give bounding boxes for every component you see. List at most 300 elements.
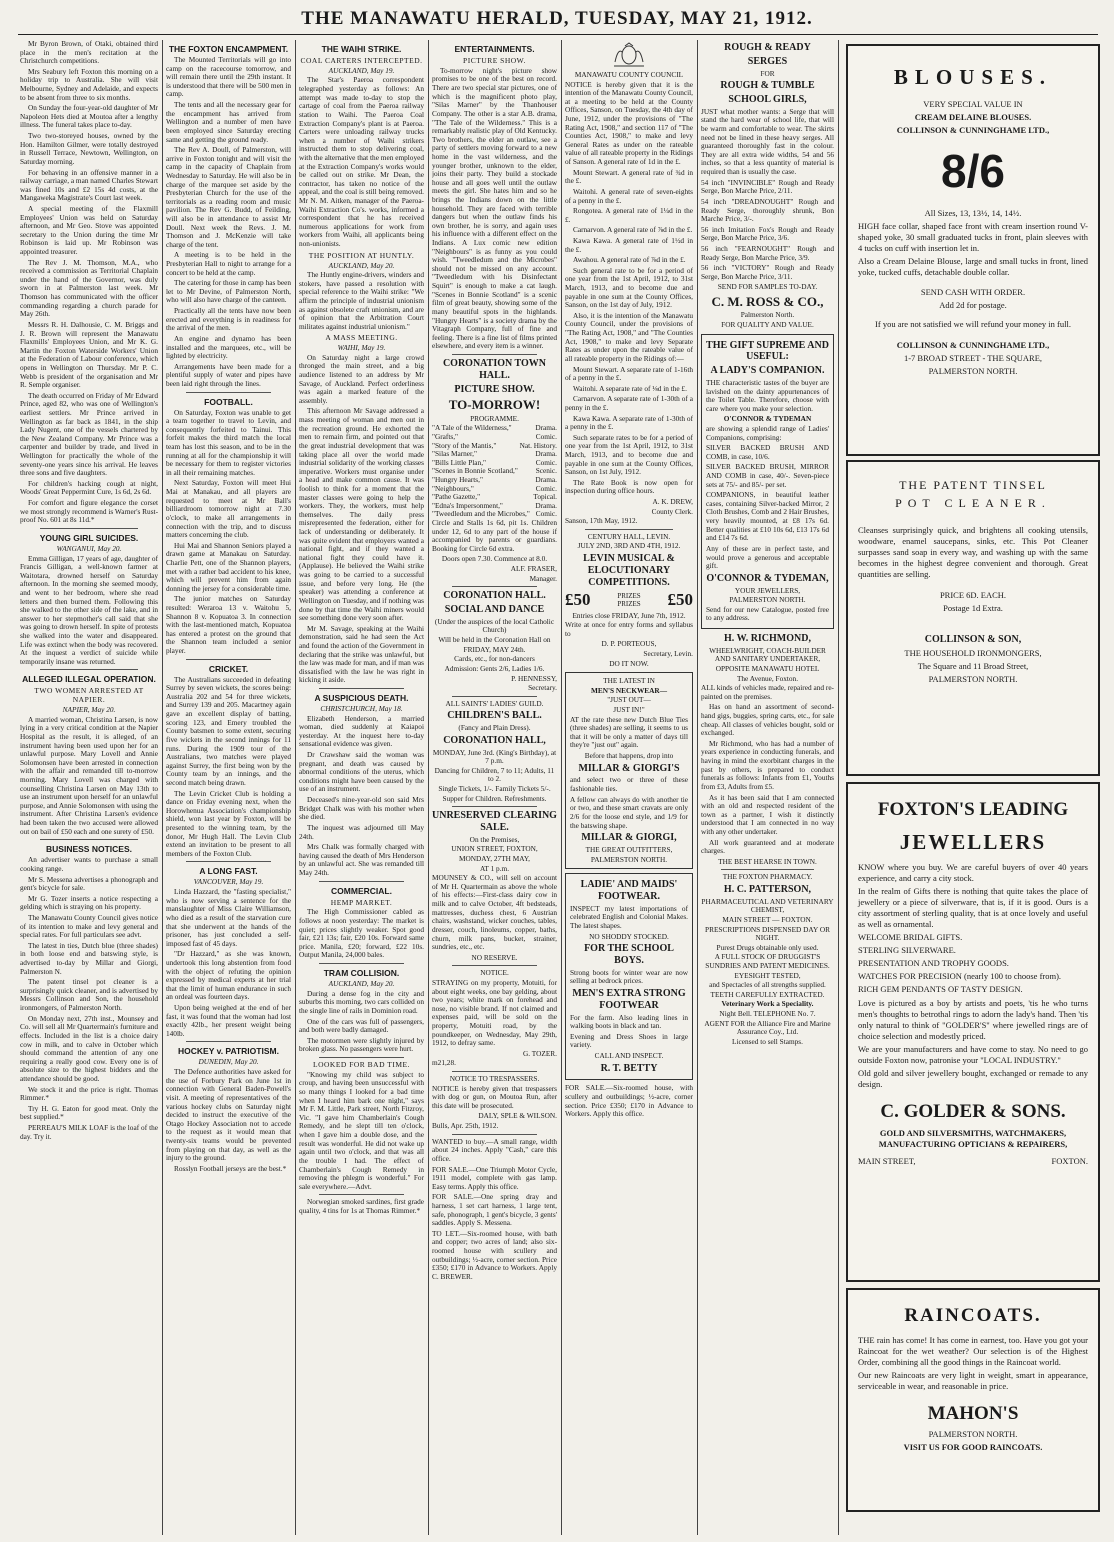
article-headline: BUSINESS NOTICES. — [46, 844, 132, 855]
article-body: Rosslyn Football jerseys are the best.* — [174, 1163, 287, 1173]
ad-text: Our new Raincoats are very light in weight, smart in appearance, serviceable in wear, and reasonable in price. — [858, 1369, 1088, 1391]
ad-text: Dancing for Children, 7 to 11; Adults, 11 to 2. — [434, 765, 555, 784]
shop-name: C. GOLDER & SONS. — [880, 1100, 1066, 1122]
ad-text: GOLD AND SILVERSMITHS, WATCHMAKERS, MANUFACTURING OPTICIANS & REPAIRERS, — [878, 1127, 1068, 1149]
divider — [40, 528, 138, 529]
article-headline: HOCKEY v. PATRIOTISM. — [178, 1046, 279, 1057]
article-body: Emma Gilligan, 17 years of age, daughter of Francis Gilligan, a well-known farmer at Waitotara, drowned herself on Saturday afternoon. In the morning she seemed moody, and went to her bedroom, where she read letters and then burned them. Following this she walked to the other side of the lake, and in answer to her stepmother's call said that she was going to drown herself. In spite of protests she walked into the water and disappeared. Life was extinct when the body was recovered. At the inquest a verdict of suicide while temporarily insane was returned. — [20, 553, 158, 666]
ad-text: AT 1 p.m. — [479, 863, 510, 873]
ad-heading: TO-MORROW! — [448, 397, 541, 413]
ad-heading: SERGES — [747, 55, 788, 67]
ad-text: are showing a splendid range of Ladies' Companions, comprising: — [706, 423, 829, 442]
ad-text: Send for our new Catalogue, posted free to any address. — [706, 604, 829, 623]
ad-text: EYESIGHT TESTED, — [734, 970, 801, 980]
news-paragraph: On Sunday the four-year-old daughter of Mr Napoleon Hets died at Moutoa after a lengthy illness. The funeral takes place to-day. — [20, 103, 158, 130]
shop-city: PALMERSTON NORTH. — [928, 673, 1018, 684]
ad-text: If you are not satisfied we will refund your money in full. — [875, 318, 1071, 329]
rate-notice: Waitohi. A separate rate of ⅛d in the £. — [573, 383, 687, 393]
classified-ad: FOR SALE.—Six-roomed house, with scullery and outbuildings; ½-acre, corner section. Price £350; £170 in Advance to Workers. Apply this office. — [565, 1083, 693, 1119]
shop-name: C. M. ROSS & CO., — [711, 293, 824, 309]
article-body: The Mounted Territorials will go into camp on the racecourse tomorrow, and will remain there until the 29th instant. It is understood that there will be 500 men in camp. — [166, 55, 291, 99]
ad-heading: CHILDREN'S BALL. — [447, 710, 542, 722]
shop-name: R. T. BETTY — [600, 1062, 658, 1074]
article-body: Dr Crawshaw said the woman was pregnant, and death was caused by abnormal conditions of the uterus, which conditions might have been caused by the use of an instrument. — [299, 750, 424, 794]
price-item: 56 inch "VICTORY" Rough and Ready Serge, Bon Marche Price, 3/11. — [701, 263, 834, 281]
ad-text: NOTICE is hereby given that trespassers with dog or gun, on Moutoa Run, after this date will be prosecuted. — [432, 1083, 557, 1110]
business-notice: Mr S. Messena advertises a phonograph and gent's bicycle for sale. — [20, 874, 158, 893]
ad-text: INSPECT my latest importations of celebrated English and Colonial Makes. The latest shapes. — [570, 903, 688, 930]
ad-text: MONDAY, 27TH MAY, — [459, 854, 530, 864]
news-paragraph: A special meeting of the Flaxmill Employees' Union was held on Saturday afternoon, and Mr Geo. Stove was appointed secretary to the Union during the time Mr Robinson is laid up. Mr Robinson was appointed treasurer. — [20, 203, 158, 257]
article-body: The Rev A. Doull, of Palmerston, will arrive in Foxton tonight and will visit the camp in the capacity of Chaplain from Wednesday to Saturday. He will also be in charge of the marquee set aside by the Presbyterian Church for the use of the territorials as a reading room and music pavilion. The Rev G. Budd, of Feilding, will also be in attendance to assist Mr Doull. Next week the Revs. J. M. Thomson and J. McKenzie will take charge of the tent. — [166, 145, 291, 249]
film-title: "Grafts," — [432, 431, 459, 441]
ad-text: VERY SPECIAL VALUE IN — [923, 99, 1023, 110]
divider — [186, 861, 271, 862]
dateline: VANCOUVER, May 19. — [193, 877, 264, 887]
article-body: Arrangements have been made for a plentiful supply of water and pipes have been laid right through the lines. — [166, 361, 291, 388]
ad-text: All work guaranteed and at moderate charges. — [701, 837, 834, 856]
ad-heading: ROUGH & TUMBLE — [720, 80, 815, 92]
classified-ad: FOR SALE.—One spring dray and harness, 1 set cart harness, 1 large tent, safe, phonograph, 1 gent's bicycle, 3 gents' saddles. Apply S. Messena. — [432, 1192, 557, 1228]
prize-amount: £50 — [667, 590, 693, 610]
article-body: To-morrow night's picture show promises to be one of the best on record. There are two special star pictures, one of which is the magnificent photo play, "Silas Marner" by the Thanhouser Company. The other is a star A.B. drama, "The Tale of the Wilderness." This is a remarkably realistic play of Old Kentucky. Two brothers, the elder an outlaw, see a party of settlers moving forward to a new home in the vast wilderness, and the younger brother, unknown to the elder, joins their party. They build a stockade house and all goes well until the outlaw meets the girl. She hates him and so he brings the Indians down on the little household. They are faced with terrible dangers but when the outlaw finds his own brother, he is sorry, and again uses his influence with a different effect on the Indians. A Lux comic new edition "Neighbours" is as funny as you could wish. "Tweedledum and the Microbes" should not be missed on any account. "Tweedledum with his Disinfectant Squirt" is enough to make a cat laugh. "Scenes in Bonnie Scotland" is a scenic film of great beauty, showing some of the many beautiful spots in the highlands. "Hungry Hearts" is a society drama by the Vitagraph Company, full of fine and feeling. There is a fine list of films printed elsewhere, and every item is a winner. — [432, 65, 557, 351]
business-notice: The patent tinsel pot cleaner is a surprisingly quick cleaner, and is advertised by Messrs Collinson and Son, the household ironmongers, of Palmerston North. — [20, 977, 158, 1013]
divider — [452, 354, 537, 355]
ad-text: (Under the auspices of the local Catholic Church) — [434, 616, 555, 635]
prize-label: PRIZES PRIZES — [617, 592, 641, 609]
article-headline: ALLEGED ILLEGAL OPERATION. — [22, 674, 156, 685]
price-item: COMPANIONS, in beautiful leather cases, containing Silver-backed Mirror, 2 Cloth Brushes, Comb and 2 Hair Brushes, very heavily mounted, at £8 17s 6d. Better qualities at £10 10s 6d, £13 17s 6d and £14 7s 6d. — [706, 490, 829, 543]
ad-text: Also a Cream Delaine Blouse, large and small tucks in front, lined yoke, tucked cuffs, detachable double collar. — [858, 256, 1088, 278]
ad-text: FOR — [760, 68, 775, 78]
ad-text: Single Tickets, 1/-. Family Tickets 5/-. — [438, 783, 551, 793]
ad-text: NO RESERVE. — [471, 952, 518, 962]
ad-text: m21,28. — [432, 1058, 456, 1068]
ad-heading: SCHOOL GIRLS, — [728, 94, 807, 105]
news-paragraph: For children's hacking cough at night, Woods' Great Peppermint Cure, 1s 6d, 2s 6d. — [20, 478, 158, 497]
divider — [585, 529, 673, 530]
dateline: AUCKLAND, May 19. — [328, 65, 395, 75]
ad-text: Cleanses surprisingly quick, and brightens all cooking utensils, woodware, enamel saucepans, sinks, etc. This Pot Cleaner surpasses sand soap in every way, and washing up with the same becomes in the highest degree convenient and thorough. Great quantities are selling. — [858, 525, 1088, 580]
news-paragraph: The death occurred on Friday of Mr Edward Prince, aged 82, who was one of Wellington's earliest settlers. Mr Prince arrived in Wellington as far back as 1841, in the ship Lady Nugent, one of the vessels chartered by the New Zealand Company. Mr Prince was a carpenter and builder by trade, and lived in Wellington for practically the whole of the seventy-one years since his arrival. He leaves three sons and five daughters. — [20, 390, 158, 478]
divider — [186, 659, 271, 660]
ad-text: Any of these are in perfect taste, and would prove a generous and acceptable gift. — [706, 543, 829, 571]
jewellers-ad — [846, 782, 1100, 1282]
article-body: The Huntly engine-drivers, winders and stokers, have passed a resolution with special reference to the Waihi strike: "We affirm the principle of industrial unionism as against obsolete craft unionism, and are of opinion that the Arbitration Court militates against industrial unionism." — [299, 270, 424, 331]
article-headline: THE FOXTON ENCAMPMENT. — [168, 44, 289, 54]
article-body: The Star's Paeroa correspondent telegraphed yesterday as follows: An attempt was made to-day to stop the cartage of coal from the Paeroa railway station to Waihi. The Paeroa Coal Extraction Company's plant is at Paeroa. Carters were unloading railway trucks when a number of Waihi strikers instructed them to stop delivering coal, with the alternative that the men employed at the Extraction Company's works would be called out on strike. Mr Dean, the contractor, has taken no notice of the appeal, and the coal is still being removed. Mr N. M. Aitken, manager of the Paeroa-Waihi Extraction Co's. works, informed a correspondent that he has received numerous applications for work from workers from Waihi, all applicants being non-unionists. — [299, 75, 424, 249]
article-body: The Levin Cricket Club is holding a dance on Friday evening next, when the Horowhenua Association's championship shield, won last year by Foxton, will be presented to the winning team, by the donor, Mr Hugh Hall. The Levin Club extend an invitation to be present to all members of the Foxton Club. — [166, 788, 291, 858]
shop-name: COLLINSON & SON, — [924, 633, 1022, 645]
film-genre: Drama. — [535, 423, 557, 433]
ad-list-item: PRESENTATION AND TROPHY GOODS. — [858, 958, 1009, 969]
film-genre: Comic. — [535, 509, 557, 519]
ad-text: MOUNSEY & CO., will sell on account of Mr H. Quartermain as above the whole of his effects:—First-class dairy cow in milk and to calve October, 4ft bedsteads, mattresses, duchess chest, 6 Austrian chairs, washstand, wicker couches, tables, dresser, couch, linoleums, copper, baths, churn, milk pans, bucket, strainer, sundries, etc., etc. — [432, 873, 557, 952]
rate-notice: Carnarvon. A separate rate of 1-30th of a penny in the £. — [565, 394, 693, 412]
ad-signature: ALF. FRASER, — [510, 564, 557, 574]
ad-text: Strong boots for winter wear are now selling at bedrock prices. — [570, 967, 688, 986]
ad-signature: D. P. PORTEOUS, — [601, 639, 657, 649]
ad-text: PALMERSTON NORTH. — [729, 595, 806, 605]
price-item: SILVER BACKED BRUSH AND COMB, in case, 10/6. — [706, 443, 829, 461]
film-genre: Comic. — [535, 431, 557, 441]
divider — [319, 688, 404, 689]
ad-text: Evening and Dress Shoes in large variety. — [570, 1031, 688, 1050]
pot-cleaner-ad — [846, 460, 1100, 776]
ad-text: THE HOUSEHOLD IRONMONGERS, — [904, 647, 1042, 658]
article-subheadline: TWO WOMEN ARRESTED AT NAPIER. — [34, 686, 144, 705]
shop-name: H. C. PATTERSON, — [723, 883, 812, 895]
film-title: "Pathe Gazette," — [432, 492, 481, 502]
article-headline: CRICKET. — [208, 663, 249, 674]
news-paragraph: For comfort and figure elegance the corset we most strongly recommend is Warner's Rust-proof No. 601 at 8s 11d.* — [20, 498, 158, 525]
ad-text: In the realm of Gifts there is nothing that quite takes the place of jewellery or a piece of silverware, that is, if it is good. Ours is a city assortment of sterling quality, that is at once lovely and useful as well as ornamental. — [858, 886, 1088, 930]
business-notice: Mr G. Tozer inserts a notice respecting a gelding which is straying on his property. — [20, 893, 158, 912]
ad-heading: MANAWATU COUNTY COUNCIL — [574, 70, 684, 79]
article-body: Upon being weighed at the end of her fast, it was found that the woman had lost exactly 42lb., her present weight being 140lb. — [166, 1003, 291, 1038]
ad-list-item: STERLING SILVERWARE. — [858, 945, 956, 956]
ad-heading: UNRESERVED CLEARING SALE. — [432, 810, 557, 833]
film-genre: Comic. — [535, 457, 557, 467]
news-paragraph: Two two-storeyed houses, owned by the Hon. Hamilton Gilmer, were totally destroyed in Russell Terrace, Newtown, Wellington, on Saturday morning. — [20, 131, 158, 166]
film-genre: Drama. — [535, 449, 557, 459]
ad-title: THE PATENT TINSEL — [899, 478, 1047, 492]
film-title: "A Tale of the Wilderness," — [432, 423, 512, 433]
film-genre: Drama. — [535, 500, 557, 510]
article-headline: A SUSPICIOUS DEATH. — [314, 692, 409, 703]
ad-text: AT the rate these new Dutch Blue Ties (three shades) are selling, it seems to us that it will be only a matter of days till they're "just out" again. — [570, 714, 688, 750]
dateline: WANGANUI, May 20. — [56, 543, 122, 553]
coat-of-arms-icon — [612, 42, 646, 68]
film-genre: Drama. — [535, 474, 557, 484]
ad-text: and select two or three of these fashionable ties. — [570, 775, 688, 794]
divider — [721, 869, 814, 870]
ad-heading: ALL SAINTS' LADIES' GUILD. — [445, 698, 544, 708]
rate-notice: Mount Stewart. A general rate of ¾d in the £. — [565, 167, 693, 186]
ad-title: JEWELLERS — [899, 829, 1047, 854]
shop-name: H. W. RICHMOND, — [724, 632, 811, 644]
classified-ad: TO LET.—Six-roomed house, with bath and copper; two acres of land; also six-roomed house with scullery and outbuildings; ½-acre, corner section. Price £350; £170 in Advance to Workers. Apply C. BREWER. — [432, 1228, 557, 1281]
film-genre: Topical. — [533, 492, 557, 502]
column-4 — [432, 40, 557, 1535]
business-notice: On Monday next, 27th inst., Mounsey and Co. will sell all Mr Quartermain's furniture and effects. Included in the list is a choice dairy cow in milk, and to calve in October which should command the attention of any one requiring a really good cow. Every one is of absolute size to the highest bidders and the attendance should be good. — [20, 1013, 158, 1083]
divider — [452, 1071, 537, 1072]
ad-text: (Fancy and Plain Dress). — [458, 723, 531, 733]
business-notice: The latest in ties, Dutch blue (three shades) in both loose end and batswing style, is advertised to-day by Millar and Giorgi, Palmerston N. — [20, 940, 158, 976]
shop-name: MILLAR & GIORGI'S — [578, 762, 680, 774]
ad-list-item: RICH GEM PENDANTS OF TASTY DESIGN. — [858, 984, 1023, 995]
ad-text: MAIN STREET — FOXTON. — [722, 915, 813, 924]
prize-amount: £50 — [565, 590, 591, 610]
film-genre: Scenic. — [535, 466, 557, 476]
article-body: On Saturday, Foxton was unable to get a team together to travel to Levin, and consequently forfeited to Tainui. This forfeit makes the third match the local team has lost this season, and to be in the running at all for the championship it will be necessary for them to register victories in all their remaining matches. — [166, 407, 291, 477]
ad-text: PALMERSTON NORTH. — [590, 854, 668, 864]
article-body: Linda Hazzard, the "fasting specialist," who is now serving a sentence for the manslaughter of Miss Claire Williamson, who died as a result of the starvation cure that she underwent at the hands of the prisoner, has just concluded a self-imposed fast of 45 days. — [166, 887, 291, 948]
article-body: Hui Mai and Shannon Seniors played a drawn game at Manakau on Saturday. Charlie Pett, one of the Shannon players, met with a rather bad accident to his knee, which will prevent him from again donning the jersey for a considerable time. — [166, 540, 291, 593]
article-subheadline: HEMP MARKET. — [330, 897, 393, 907]
article-body: The catering for those in camp has been let to Mr Devine, of Palmerston North, who will also have charge of the canteen. — [166, 278, 291, 305]
rate-notice: Waitohi. A general rate of seven-eights of a penny in the £. — [565, 186, 693, 205]
ad-text: NO SHODDY STOCKED. — [589, 931, 669, 941]
ad-text: THE rain has come! It has come in earnest, too. Have you got your Raincoat for the wet weather? Our selection is of the Highest Order, combining all the good things in the Raincoat world. — [858, 1334, 1088, 1367]
ad-text: We are your manufacturers and have come to stay. No need to go outside Foxton now, patronise your "LOCAL INDUSTRY." — [858, 1043, 1088, 1065]
film-genre: Nat. History. — [519, 440, 557, 450]
column-rule — [838, 40, 839, 1535]
ad-text: Purest Drugs obtainable only used. — [716, 942, 819, 952]
ad-text: FOR QUALITY AND VALUE. — [721, 319, 814, 329]
article-body: One of the cars was full of passengers, and both were badly damaged. — [299, 1016, 424, 1035]
ad-heading: CORONATION TOWN HALL. — [442, 357, 547, 381]
neckwear-ad — [565, 672, 693, 869]
ad-text: Postage 1d Extra. — [943, 603, 1003, 614]
ad-text: SEND CASH WITH ORDER. — [920, 286, 1026, 297]
business-notice: We stock it and the price is right. Thomas Rimmer.* — [20, 1084, 158, 1103]
price-item: SILVER BACKED BRUSH, MIRROR AND COMB in case, 40/-. Seven-piece sets at 75/- and 85/- per set. — [706, 462, 829, 489]
dateline: DUNEDIN, May 20. — [198, 1057, 259, 1067]
ad-heading: A LADY'S COMPANION. — [710, 365, 825, 377]
masthead-rule — [18, 34, 1098, 35]
ad-text: Mr Richmond, who has had a number of years experience in conducting funerals, and having in mind the exorbitant charges in the past by others, is prepared to conduct funerals as follows: Infants from £1, Youths from £3, Adults from £5. — [701, 738, 834, 791]
classified-ad: WANTED to buy.—A small range, width about 24 inches. Apply "Cash," care this office. — [432, 1136, 557, 1163]
ad-text: Night Bell. TELEPHONE No. 7. — [719, 1009, 816, 1019]
article-body: A meeting is to be held in the Presbyterian Hall to night to arrange for a concert to be held at the camp. — [166, 250, 291, 277]
rate-notice: Awahou. A general rate of ⅞d in the £. — [573, 255, 686, 265]
article-headline: YOUNG GIRL SUICIDES. — [39, 532, 139, 543]
price-item: 56 inch Imitation Fox's Rough and Ready Serge, Bon Marche Price, 3/6. — [701, 224, 834, 243]
shop-name: MAHON'S — [927, 1402, 1019, 1424]
price: PRICE 6D. EACH. — [939, 590, 1007, 601]
dateline: WAIHI, May 19. — [337, 343, 386, 353]
ad-text: All Sizes, 13, 13½, 14, 14½. — [924, 208, 1022, 219]
ad-text: ALL kinds of vehicles made, repaired and re-painted on the premises. — [701, 683, 834, 701]
programme-heading: PROGRAMME. — [470, 413, 519, 423]
ad-heading: ROUGH & READY — [724, 42, 811, 53]
divider — [452, 586, 537, 587]
film-title: "Tweedledum and the Microbes," — [432, 509, 530, 519]
divider — [319, 1194, 404, 1195]
ad-text: The Avenue, Foxton. — [736, 673, 799, 683]
ad-text: Will be held in the Coronation Hall on — [438, 635, 551, 645]
film-title: "Story of the Mantis," — [432, 440, 497, 450]
ad-text: AGENT FOR the Alliance Fire and Marine Assurance Coy., Ltd. — [704, 1018, 831, 1037]
rate-notice: Kawa Kawa. A separate rate of 1-30th of a penny in the £. — [565, 413, 693, 432]
news-paragraph: For behaving in an offensive manner in a railway carriage, a man named Charles Stewart was fined 10s and £2 15s 4d costs, at the Mangaweka Magistrate's Court last week. — [20, 167, 158, 203]
ad-text: SEND FOR SAMPLES TO-DAY. — [717, 282, 818, 292]
news-paragraph: Mrs Seabury left Foxton this morning on a holiday trip to Australia. She will visit Melbourne, Sydney and Adelaide, and expects to be absent from three to six months. — [20, 66, 158, 102]
article-headline: TRAM COLLISION. — [323, 968, 400, 979]
ad-text: Circle and Stalls 1s 6d, pit 1s. Children under 12, 6d to any part of the house if accompanied by parents or guardians. Booking for Circle 6d extra. — [432, 518, 557, 553]
article-body: The Defence authorities have asked for the use of Forbury Park on June 1st in connection with General Baden-Powell's visit. A meeting of representatives of the various hockey clubs on Saturday night decided to instruct the executive of the Otago Hockey Association not to accede to the request as it would mean that twenty-six teams would be prevented from playing on that day, as well as the injury to the ground. — [166, 1067, 291, 1163]
ad-heading: FOR THE SCHOOL BOYS. — [584, 943, 674, 966]
ad-text: YOUR JEWELLERS, — [734, 585, 801, 595]
ad-list-item: WELCOME BRIDAL GIFTS. — [858, 932, 963, 943]
ad-text: Licensed to sell Stamps. — [732, 1036, 803, 1046]
prizes-banner — [565, 590, 693, 610]
ad-text: JULY 2ND, 3RD AND 4TH, 1912. — [577, 541, 681, 551]
film-title: "Hungry Hearts," — [432, 474, 483, 484]
ad-text: Old gold and silver jewellery bought, exchanged or remade to any design. — [858, 1067, 1088, 1089]
shop-street: MAIN STREET, — [858, 1155, 916, 1166]
film-title: "Edna's Impersonment," — [432, 500, 503, 510]
ad-heading: MEN'S EXTRA STRONG FOOTWEAR — [572, 987, 686, 1011]
column-rule — [295, 40, 296, 1535]
ad-text: HIGH face collar, shaped face front with cream insertion round V-shaped yoke, 30 small graduated tucks in front, plain sleeves with 4 tucks on cuff with insertion let in. — [858, 221, 1088, 254]
ad-text: CREAM DELAINE BLOUSES. — [914, 112, 1032, 123]
column-2 — [166, 40, 291, 1535]
article-body: Mr M. Savage, speaking at the Waihi demonstration, said he had seen the Act and found the action of the Government in declaring that the strike was unlawful, but the law was made for man, and if man was dissatisfied with the law he was right in kicking it aside. — [299, 623, 424, 685]
dateline: AUCKLAND, May 20. — [328, 979, 395, 989]
ad-text: THE GREAT OUTFITTERS, — [585, 844, 673, 854]
ad-text: JUST IN!" — [613, 705, 645, 714]
price-item: 54 inch "DREADNOUGHT" Rough and Ready Serge, thoroughly shrunk, Bon Marche Price, 3/-. — [701, 196, 834, 224]
film-genre: Comic. — [535, 483, 557, 493]
article-subheadline: A MASS MEETING. — [325, 333, 398, 343]
ad-text: VISIT US FOR GOOD RAINCOATS. — [903, 1441, 1043, 1452]
price-item: 56 inch "FEARNOUGHT" Rough and Ready Serge, Bon Marche Price, 3/9. — [701, 243, 834, 262]
ad-text: THE BEST HEARSE IN TOWN. — [718, 856, 817, 866]
ad-heading: CORONATION HALL, — [443, 734, 546, 746]
news-paragraph: Mr Byron Brown, of Otaki, obtained third place in the men's recitation at the Christchurch competitions. — [20, 40, 158, 66]
article-body: Deceased's nine-year-old son said Mrs Bridget Chalk was with his mother when she died. — [299, 795, 424, 822]
ad-text: PRESCRIPTIONS DISPENSED DAY OR NIGHT. — [705, 924, 830, 943]
article-headline: A LONG FAST. — [199, 866, 258, 877]
ad-signature: G. TOZER. — [523, 1048, 557, 1058]
shop-name: COLLINSON & CUNNINGHAME LTD., — [896, 125, 1050, 136]
article-body: The tents and all the necessary gear for the encampment has arrived from Wellington and a number of men have been employed since Saturday erecting same and getting the ground ready. — [166, 100, 291, 144]
ad-heading: THE FOXTON PHARMACY. — [722, 872, 813, 882]
ad-heading: NOTICE TO TRESPASSERS. — [449, 1074, 540, 1084]
ad-text: CALL AND INSPECT. — [594, 1051, 664, 1060]
blouses-ad — [846, 44, 1100, 456]
ad-text: Entries close FRIDAY, June 7th, 1912. — [572, 610, 686, 620]
article-subheadline: COAL CARTERS INTERCEPTED. — [300, 56, 423, 66]
divider — [452, 806, 537, 807]
ad-title: POT CLEANER. — [895, 495, 1051, 510]
ad-heading: SOCIAL AND DANCE — [444, 604, 545, 616]
rate-notice: Also, it is the intention of the Manawatu County Council, under the provisions of "The Rating Act, 1908," and "The Counties Act, 1908," to make and levy Separate Rates as under upon the rateable value of all rateable property in the Ridings of:— — [565, 310, 693, 363]
raincoats-ad — [846, 1288, 1100, 1512]
programme-list — [432, 424, 557, 519]
news-paragraph: The Rev J. M. Thomson, M.A., who received a commission as Territorial Chaplain under the hand of the Governor, was duly sworn in at Palmerston last week. Mr Thomson has communicated with the officer commanding regarding a church parade for May 26th. — [20, 257, 158, 319]
shop-name: COLLINSON & CUNNINGHAME LTD., — [896, 339, 1050, 350]
ad-text: "JUST OUT— — [607, 695, 651, 705]
rate-notice: Such general rate to be for a period of one year from the 1st April, 1912, to 31st March, 1913, and to become due and payable in one sum at the County Offices, Sanson, on the 1st day of July, 1912. — [565, 265, 693, 310]
divider — [40, 839, 138, 840]
ad-heading: THE GIFT SUPREME AND USEFUL: — [706, 339, 829, 363]
article-headline: FOOTBALL. — [204, 396, 253, 407]
column-rule — [561, 40, 562, 1535]
ad-text: and Spectacles of all strengths supplied. — [709, 980, 826, 990]
ad-title: RAINCOATS. — [904, 1305, 1042, 1326]
column-rule — [697, 40, 698, 1535]
ad-signature: DALY, SPLE & WILSON. — [478, 1111, 557, 1121]
divider — [186, 1041, 271, 1042]
ad-heading: LADIE' AND MAIDS' FOOTWEAR. — [580, 879, 678, 902]
divider — [319, 1057, 404, 1058]
article-body: On Saturday night a large crowd thronged the main street, and a big audience listened to an address by Mr Savage, of Auckland. Perfect orderliness was again a marked feature of the assembly. — [299, 352, 424, 405]
price: 8/6 — [941, 145, 1005, 198]
divider — [319, 881, 404, 882]
article-body: The inquest was adjourned till May 24th. — [299, 822, 424, 841]
ad-text: Supper for Children. Refreshments. — [442, 793, 547, 803]
ad-signature-title: County Clerk. — [651, 506, 693, 516]
divider — [452, 696, 537, 697]
business-notice: PERREAU'S MILK LOAF is the loaf of the day. Try it. — [20, 1122, 158, 1141]
ad-heading: NOTICE. — [480, 968, 509, 978]
dateline: CHRISTCHURCH, May 18. — [320, 704, 403, 713]
film-title: "Scenes in Bonnie Scotland," — [432, 466, 518, 476]
ad-heading: PICTURE SHOW. — [454, 383, 535, 395]
ad-text: FRIDAY, MAY 24th. — [463, 644, 526, 654]
ad-text: As it has been said that I am connected with an old and respected resident of the town as a partner, I wish it distinctly understood that I am connected in no way with any other undertaker. — [701, 792, 834, 836]
shop-name: O'CONNOR & TYDEMAN, — [706, 572, 829, 584]
rate-notice: NOTICE is hereby given that it is the intention of the Manawatu County Council, at a meeting to be held at the County Offices, Sanson, on Tuesday, the 4th day of June, 1912, under the provisions of "The Rating Act, 1908," and section 117 of "The Counties Act, 1908," to make and levy General Rates as under on the rateable value of all rateable property in the Ridings of Sanson. A general rate of 1d in the £. — [565, 79, 693, 167]
shop-city: PALMERSTON NORTH. — [928, 1428, 1018, 1439]
shop-name: MILLAR & GIORGI, — [581, 832, 677, 844]
ad-text: Love is pictured as a boy by artists and poets, 'tis he who turns men's thoughts to betrothal rings to adorn the lady's hand. Then 'tis only natural to think of "GOLDER'S" where jewelled rings are of choice selection and modestly priced. — [858, 997, 1088, 1041]
ad-signature-title: Secretary, Levin. — [643, 648, 693, 658]
article-body: Practically all the tents have now been erected and everything is in readiness for the arrival of the men. — [166, 306, 291, 333]
column-rule — [162, 40, 163, 1535]
ad-text: Before that happens, drop into — [584, 751, 674, 761]
ad-text: KNOW where you buy. We are careful buyers of over 40 years experience, and carry a city stock. — [858, 861, 1088, 884]
article-body: During a dense fog in the city and suburbs this morning, two cars collided on the single line of rails in Dominion road. — [299, 988, 424, 1015]
ad-signature-title: Secretary. — [528, 683, 557, 693]
shop-town: FOXTON. — [1051, 1155, 1088, 1166]
divider — [452, 965, 537, 966]
shop-name: O'CONNOR & TYDEMAN — [723, 414, 812, 424]
shop-city: PALMERSTON NORTH. — [928, 365, 1018, 376]
ad-heading: MEN'S NECKWEAR— — [590, 685, 667, 695]
ad-text: Has on hand an assortment of second-hand gigs, buggies, spring carts, etc., for sale cheap. All classes of vehicles bought, sold or exchanged. — [701, 702, 834, 738]
ad-signature: P. HENNESSY, — [511, 673, 557, 683]
ad-heading: CENTURY HALL, LEVIN. — [587, 531, 671, 541]
ad-heading: THE LATEST IN — [603, 676, 655, 686]
classified-ad: FOR SALE.—One Triumph Motor Cycle, 1911 model, complete with gas lamp. Easy terms. Apply this office. — [432, 1164, 557, 1191]
ad-title: FOXTON'S LEADING — [877, 799, 1069, 820]
gift-ad — [701, 334, 834, 629]
film-title: "Neighbours," — [432, 483, 474, 493]
ad-text: MONDAY, June 3rd. (King's Birthday), at 7 p.m. — [432, 747, 557, 766]
ad-heading: LEVIN MUSICAL & ELOCUTIONARY COMPETITIONS. — [583, 553, 675, 588]
article-body: The motormen were slightly injured by broken glass. No passengers were hurt. — [299, 1035, 424, 1054]
film-title: "Bills Little Plan," — [432, 457, 486, 467]
article-headline: ENTERTAINMENTS. — [454, 44, 535, 54]
article-subheadline: LOOKED FOR BAD TIME. — [313, 1059, 410, 1069]
ad-text: OPPOSITE MANAWATU HOTEL — [715, 663, 820, 673]
ad-text: Sanson, 17th May, 1912. — [565, 516, 638, 526]
ad-text: Write at once for entry forms and syllabus to — [565, 620, 693, 638]
article-body: Norwegian smoked sardines, first grade quality, 4 tins for 1s at Thomas Rimmer.* — [299, 1197, 424, 1215]
divider — [186, 392, 271, 393]
shop-address — [858, 1156, 1088, 1167]
article-headline: COMMERCIAL. — [331, 885, 392, 896]
article-body: This afternoon Mr Savage addressed a mass meeting of woman and men out in the recreation ground. He exhorted the men to remain firm, and pointed out that the great industrial development that was taking place all over the world made industrial solidarity of the working classes imperative. Workers must organise under a head and make common cause. It was foolish to think for a moment that the master classes were going to help the workers. They, the workers, must help themselves. The daily press misrepresented the federation, either for lack of understanding or deliberately. It was quite evident that employers wanted a national fight, and if they wanted a national fight they could have it. (Applause). He believed the Waihi strike was going to be carried to a successful issue, and before very long. He (the speaker) was attending a conference at Wellington on Tuesday, and if nothing was done by that time the Waihi miners would see something done very soon after. — [299, 406, 424, 623]
ad-text: For the farm. Also leading lines in walking boots in black and tan. — [570, 1012, 688, 1031]
column-1 — [20, 40, 158, 1535]
film-title: "Silas Marner," — [432, 449, 477, 459]
business-notice: Try H. G. Eaton for good meat. Only the best supplied.* — [20, 1103, 158, 1122]
column-rule — [428, 40, 429, 1535]
divider — [452, 1134, 537, 1135]
ad-text: Cards, etc., for non-dancers — [454, 654, 535, 664]
divider — [319, 963, 404, 964]
footwear-ad — [565, 873, 693, 1080]
dateline: NAPIER, May 20. — [62, 705, 116, 715]
masthead-title: THE MANAWATU HERALD, TUESDAY, MAY 21, 1912. — [301, 8, 813, 29]
column-6 — [701, 40, 834, 1535]
ad-text: A FULL STOCK OF DRUGGIST'S SUNDRIES AND PATENT MEDICINES. — [705, 952, 830, 971]
